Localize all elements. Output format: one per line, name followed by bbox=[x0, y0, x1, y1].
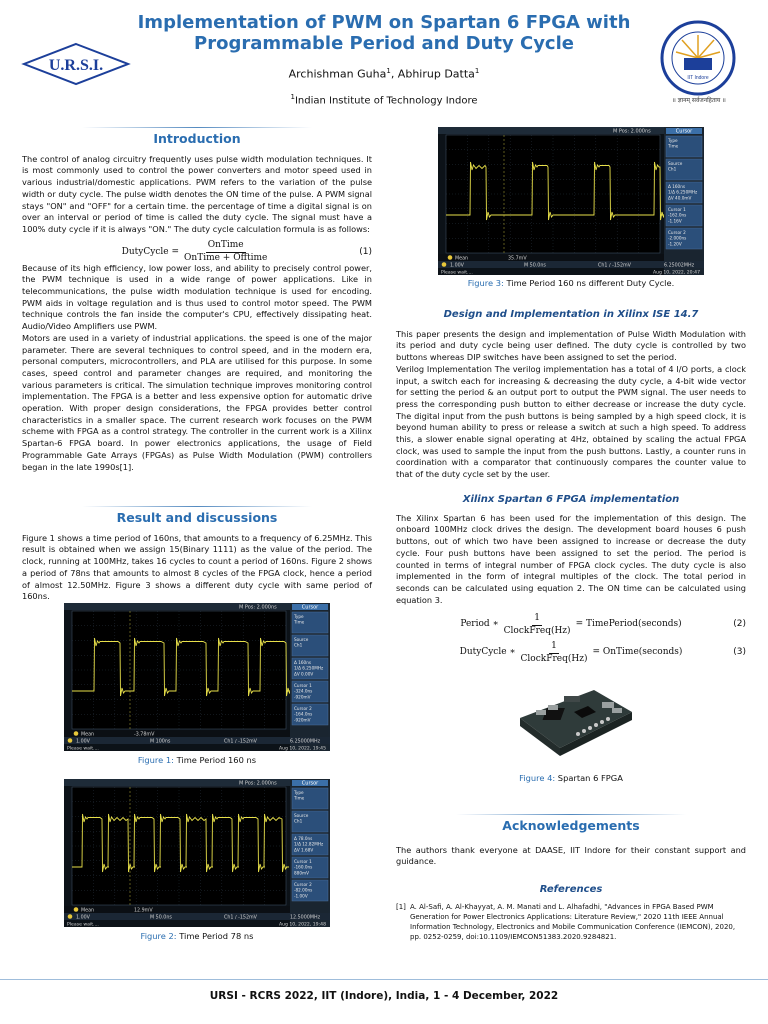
affiliation-text: Indian Institute of Technology Indore bbox=[294, 95, 478, 107]
scope-menu-button-text: Cursor 2 bbox=[294, 706, 312, 711]
fig1-text: Time Period 160 ns bbox=[173, 755, 257, 765]
scope-menu-button-text: Δ 160ns bbox=[294, 660, 312, 665]
figure-4-caption bbox=[396, 773, 746, 785]
equation-2 bbox=[396, 614, 746, 636]
spartan-paragraph-1: The Xilinx Spartan 6 has been used for the implementation of this design. The onboard 100MHz clock drives the design. The development board houses 6 push buttons, out of which two have been assigned to increase or decrease the duty cycle. Four push buttons have been assigned to set the period. The period is counted in terms of integral number of FPGA clock cycles. The duty cycle is also implemented in the form of integral multiples of the clock. The total period in seconds can be calculated using equation 2. The ON time can be calculated using equation 3. bbox=[396, 512, 746, 605]
scope-status: Please wait.... bbox=[441, 270, 473, 275]
scope-mean-value: -3.78mV bbox=[134, 732, 155, 738]
affiliation bbox=[150, 93, 618, 106]
scope-menu-button-text: Cursor 2 bbox=[294, 882, 312, 887]
footer: URSI - RCRS 2022, IIT (Indore), India, 1 - 4 December, 2022 bbox=[209, 990, 559, 1002]
scope-menu-button-text: -324.0ns bbox=[294, 688, 313, 694]
eq2-lhs: Period ∗ bbox=[460, 619, 499, 630]
scope-menu-button-text: -82.00ns bbox=[294, 887, 313, 893]
scope-menu-button-text: 1/Δ 6.250MHz bbox=[668, 189, 698, 195]
scope-menu-button-text: -1.16V bbox=[668, 218, 682, 224]
scope-frequency: 12.5000MHz bbox=[290, 915, 321, 921]
scope-mean-label: Mean bbox=[81, 908, 95, 914]
results-paragraph-1: Figure 1 shows a time period of 160ns, that amounts to a frequency of 6.25MHz. This result is obtained when we assign 15(Binary 1111) as the value of the period. The clock, running at 100MHz, takes 16 cycles to count a period of 160ns. Figure 2 shows a period of 78ns that amounts to almost 8 cycles of the FPGA clock, hence a period of almost 12.50MHz. Figure 3 shows a different duty cycle with same period of 160ns. bbox=[22, 532, 372, 602]
design-heading: Design and Implementation in Xilinx ISE 14.7 bbox=[443, 309, 699, 320]
figure-3-oscilloscope bbox=[438, 127, 704, 275]
footer-divider bbox=[0, 979, 768, 980]
scope-menu-button-text: ΔV 1.68V bbox=[294, 847, 314, 853]
figure-2-caption bbox=[22, 931, 372, 943]
iit-motto: ॥ ज्ञानम् सर्वजनहिताय ॥ bbox=[672, 97, 726, 104]
eq1-lhs: DutyCycle = bbox=[121, 246, 180, 257]
scope-menu-button-text: Time bbox=[668, 143, 679, 149]
left-column bbox=[22, 133, 372, 473]
fig3-text: Time Period 160 ns different Duty Cycle. bbox=[503, 278, 675, 288]
author-1: Archishman Guha bbox=[288, 67, 387, 81]
acknowledgements-paragraph: The authors thank everyone at DAASE, IIT Indore for their constant support and guidance. bbox=[396, 844, 746, 867]
scope-menu-title: Cursor bbox=[301, 604, 319, 611]
scope-trigger: Ch1 ∕ -152mV bbox=[224, 739, 257, 745]
reference-1-text: A. Al-Safi, A. Al-Khayyat, A. M. Manati and L. Alhafadhi, "Advances in FPGA Based PWM Generation for Power Electronics Applications: Literature Review," 2020 11th IEEE Annual Information Technology, Electronics and Mobile Communication Conference (IEMCON), 2020, pp. 0252-0259, doi:10.1109/IEMCON51383.2020.9284821. bbox=[410, 902, 736, 941]
eq1-fraction bbox=[182, 240, 269, 264]
eq2-numerator: 1 bbox=[532, 613, 542, 626]
design-paragraph-1: This paper presents the design and implementation of Pulse Width Modulation with its period and duty cycle being user defined. The duty cycle is controlled by two buttons whereas DIP switches have been assigned to set the period. bbox=[396, 328, 746, 363]
section-results bbox=[22, 512, 372, 524]
scope-menu-button-text: 880mV bbox=[294, 870, 309, 876]
scope-timestamp: Aug 10, 2022, 19:45 bbox=[278, 746, 326, 751]
scope-menu-button-text: Source bbox=[294, 637, 309, 642]
scope-menu-button-text: Time bbox=[294, 619, 305, 625]
scope-menu-button-text: 1/Δ 12.82MHz bbox=[294, 841, 324, 847]
figure-3-caption bbox=[396, 278, 746, 290]
eq3-rhs: = OnTime(seconds) bbox=[592, 647, 683, 658]
fig1-label: Figure 1: bbox=[137, 755, 174, 765]
intro-paragraph-1: The control of analog circuitry frequently uses pulse width modulation techniques. It is most commonly used to control the power converters and motor speed used in various industrial/domestic applications. PWM refers to the variation of the pulse width or duty cycle. The pulse width denotes the ON time of the pulse. A PWM signal stays "ON" and "OFF" for a certain time. the percentage of time a digital signal is on over an interval or period of time is called the duty cycle. The signal must have a 100% duty cycle if it is always "ON." The duty cycle calculation formula is as follows: bbox=[22, 153, 372, 234]
scope-menu-button-text: Ch1 bbox=[668, 166, 677, 172]
scope-menu-button-text: ΔV 40.0mV bbox=[668, 195, 692, 201]
eq3-lhs: DutyCycle ∗ bbox=[459, 647, 516, 658]
scope-menu-button-text: -160.0ns bbox=[294, 864, 313, 870]
scope-menu-button-text: Type bbox=[294, 790, 304, 795]
eq3-fraction bbox=[519, 641, 590, 665]
scope-menu-button-text: Time bbox=[294, 795, 305, 801]
scope-menu-button-text: Cursor 1 bbox=[294, 859, 312, 864]
figure-4-fpga-board-photo bbox=[516, 672, 636, 764]
scope-menu-title: Cursor bbox=[675, 128, 693, 135]
scope-menu-button-text: -920mV bbox=[294, 694, 311, 700]
scope-menu-button-text: -1.00V bbox=[294, 893, 308, 899]
intro-paragraph-2: Because of its high efficiency, low power loss, and ability to precisely control power, the PWM technique is used in a wide range of power applications. Like in telecommunications, the pulse width modulation technique is used for encoding. PWM aids in voltage regulation and is thus used to control motor speed. The PWM technique controls the fan inside the computer's CPU, effectively dissipating heat. Audio/Video Amplifiers use PWM. bbox=[22, 262, 372, 332]
eq2-rhs: = TimePeriod(seconds) bbox=[575, 619, 682, 630]
equation-3 bbox=[396, 642, 746, 664]
reference-1 bbox=[396, 902, 746, 942]
intro-paragraph-3: Motors are used in a variety of industrial applications. the speed is one of the major parameter. There are several techniques to control speed, and in the modern era, personal computers, microcontrollers, and PLA are utilised for this purpose. In some cases, speed control and parameter changes are required, and monitoring the various parameters is critical. The simulation technique improves monitoring control implementation. The FPGA is a better and less expensive option for automatic drive operation. With proper design considerations, the FPGA provides better control characteristics in a smaller space. The current research work focuses on the PWM scheme with FPGA as a control strategy. The controller in the current work is a Xilinx Spartan-6 FPGA board. In power electronics applications, the usage of Field Programmable Gate Arrays (FPGAs) as Pulse Width Modulation (PWM) controllers began in the late 1990s[1]. bbox=[22, 332, 372, 472]
scope-timebase: M 50.0ns bbox=[150, 915, 172, 921]
scope-trigger: Ch1 ∕ -152mV bbox=[598, 263, 631, 269]
iit-logo-text: IIT Indore bbox=[687, 75, 709, 81]
eq3-numerator: 1 bbox=[549, 641, 559, 654]
scope-menu-button-text: -162.0ns bbox=[668, 212, 687, 218]
fig2-text: Time Period 78 ns bbox=[176, 931, 254, 941]
results-section bbox=[22, 512, 372, 603]
scope-trigger: Ch1 ∕ -152mV bbox=[224, 915, 257, 921]
acknowledgements-section bbox=[396, 820, 746, 868]
introduction-heading: Introduction bbox=[153, 131, 241, 146]
eq1-denominator: OnTime + Offtime bbox=[184, 253, 268, 264]
scope-frequency: 6.25000MHz bbox=[290, 739, 321, 745]
results-heading: Result and discussions bbox=[116, 510, 278, 525]
scope-timestamp: Aug 10, 2022, 19:48 bbox=[278, 922, 326, 927]
scope-menu-button-text: Source bbox=[294, 813, 309, 818]
scope-timebase: M 100ns bbox=[150, 739, 171, 745]
eq1-number: (1) bbox=[359, 246, 372, 257]
author-1-sup: 1 bbox=[386, 67, 391, 75]
eq3-denominator: ClockFreq(Hz) bbox=[520, 653, 588, 664]
ursi-logo bbox=[20, 40, 132, 88]
scope-channel-scale: 1.00V bbox=[76, 915, 90, 921]
authors bbox=[150, 67, 618, 81]
acknowledgements-heading: Acknowledgements bbox=[502, 818, 640, 833]
eq2-number: (2) bbox=[733, 619, 746, 630]
scope-menu-button-text: Cursor 1 bbox=[294, 683, 312, 688]
fig4-label: Figure 4: bbox=[519, 773, 556, 783]
affil-sup: 1 bbox=[290, 93, 295, 101]
design-paragraph-2: Verilog Implementation The verilog implementation has a total of 4 I/O ports, a clock input, a switch each for increasing & decreasing the duty cycle, a 4-bit wide vector for setting the period & an output port to output the PWM signal. The user needs to press the corresponding push button to either decrease or increase the duty cycle. The digital input from the push buttons is being sampled by a high speed clock, it is beyond human ability to press or release a switch at such a high speed. To address this, a slower enable signal operating at 4Hz, obtained by scaling the actual FPGA clock, was used to sample the input from the push buttons. Lastly, a counter runs in coordination with a comparator that continuously compares the counter value to that of the duty cycle set by the user. bbox=[396, 363, 746, 480]
oscilloscope-screen bbox=[64, 603, 330, 751]
scope-status: Please wait.... bbox=[67, 746, 99, 751]
references-heading: References bbox=[539, 884, 603, 895]
spartan-heading: Xilinx Spartan 6 FPGA implementation bbox=[462, 494, 680, 505]
title-line-1: Implementation of PWM on Spartan 6 FPGA with bbox=[137, 12, 631, 33]
scope-mean-value: 12.9mV bbox=[134, 908, 153, 914]
scope-mpos-label: M Pos: 2.000ns bbox=[239, 780, 277, 787]
figure-1-oscilloscope bbox=[64, 603, 330, 751]
section-acknowledgements bbox=[396, 820, 746, 832]
scope-timestamp: Aug 10, 2022, 20:47 bbox=[652, 270, 700, 275]
oscilloscope-screen bbox=[64, 779, 330, 927]
figure-1-caption bbox=[22, 755, 372, 767]
section-introduction bbox=[22, 133, 372, 145]
eq2-fraction bbox=[502, 613, 573, 637]
author-2-sup: 1 bbox=[474, 67, 480, 75]
ursi-logo-text: U.R.S.I. bbox=[48, 57, 104, 74]
scope-timebase: M 50.0ns bbox=[524, 263, 546, 269]
scope-menu-button-text: Ch1 bbox=[294, 642, 303, 648]
scope-menu-button-text: -164.0ns bbox=[294, 711, 313, 717]
scope-menu-button-text: -1.20V bbox=[668, 241, 682, 247]
fig4-text: Spartan 6 FPGA bbox=[555, 773, 623, 783]
scope-menu-button-text: Δ 78.0ns bbox=[294, 836, 313, 841]
scope-mean-label: Mean bbox=[455, 256, 469, 262]
scope-channel-scale: 1.00V bbox=[450, 263, 464, 269]
oscilloscope-screen bbox=[438, 127, 704, 275]
design-section bbox=[396, 309, 746, 481]
scope-mpos-label: M Pos: 2.000ns bbox=[613, 128, 651, 135]
scope-menu-button-text: Type bbox=[668, 138, 678, 143]
figure-2-oscilloscope bbox=[64, 779, 330, 927]
reference-1-number: [1] bbox=[396, 902, 406, 911]
equation-1 bbox=[22, 240, 372, 264]
scope-menu-button-text: ΔV 0.00V bbox=[294, 671, 314, 677]
scope-frequency: 6.25002MHz bbox=[664, 263, 695, 269]
scope-menu-button-text: Type bbox=[294, 614, 304, 619]
scope-menu-button-text: 1/Δ 6.250MHz bbox=[294, 665, 324, 671]
scope-menu-title: Cursor bbox=[301, 780, 319, 787]
scope-menu-button-text: Cursor 1 bbox=[668, 207, 686, 212]
scope-menu-button-text: Ch1 bbox=[294, 818, 303, 824]
fig3-label: Figure 3: bbox=[467, 278, 504, 288]
eq3-number: (3) bbox=[733, 647, 746, 658]
fig2-label: Figure 2: bbox=[140, 931, 177, 941]
scope-menu-button-text: Δ 160ns bbox=[668, 184, 686, 189]
scope-mpos-label: M Pos: 2.000ns bbox=[239, 604, 277, 611]
references-section bbox=[396, 884, 746, 942]
scope-channel-scale: 1.00V bbox=[76, 739, 90, 745]
scope-mean-value: 35.7mV bbox=[508, 256, 527, 262]
poster-title bbox=[130, 12, 638, 54]
spartan-section bbox=[396, 494, 746, 664]
scope-menu-button-text: -2.000ns bbox=[668, 235, 687, 241]
eq2-denominator: ClockFreq(Hz) bbox=[503, 625, 571, 636]
scope-menu-button-text: Cursor 2 bbox=[668, 230, 686, 235]
author-2: , Abhirup Datta bbox=[390, 67, 475, 81]
scope-menu-button-text: Source bbox=[668, 161, 683, 166]
scope-menu-button-text: -920mV bbox=[294, 717, 311, 723]
scope-mean-label: Mean bbox=[81, 732, 95, 738]
scope-status: Please wait.... bbox=[67, 922, 99, 927]
title-line-2: Programmable Period and Duty Cycle bbox=[194, 33, 574, 54]
eq1-numerator: OnTime bbox=[206, 240, 246, 253]
